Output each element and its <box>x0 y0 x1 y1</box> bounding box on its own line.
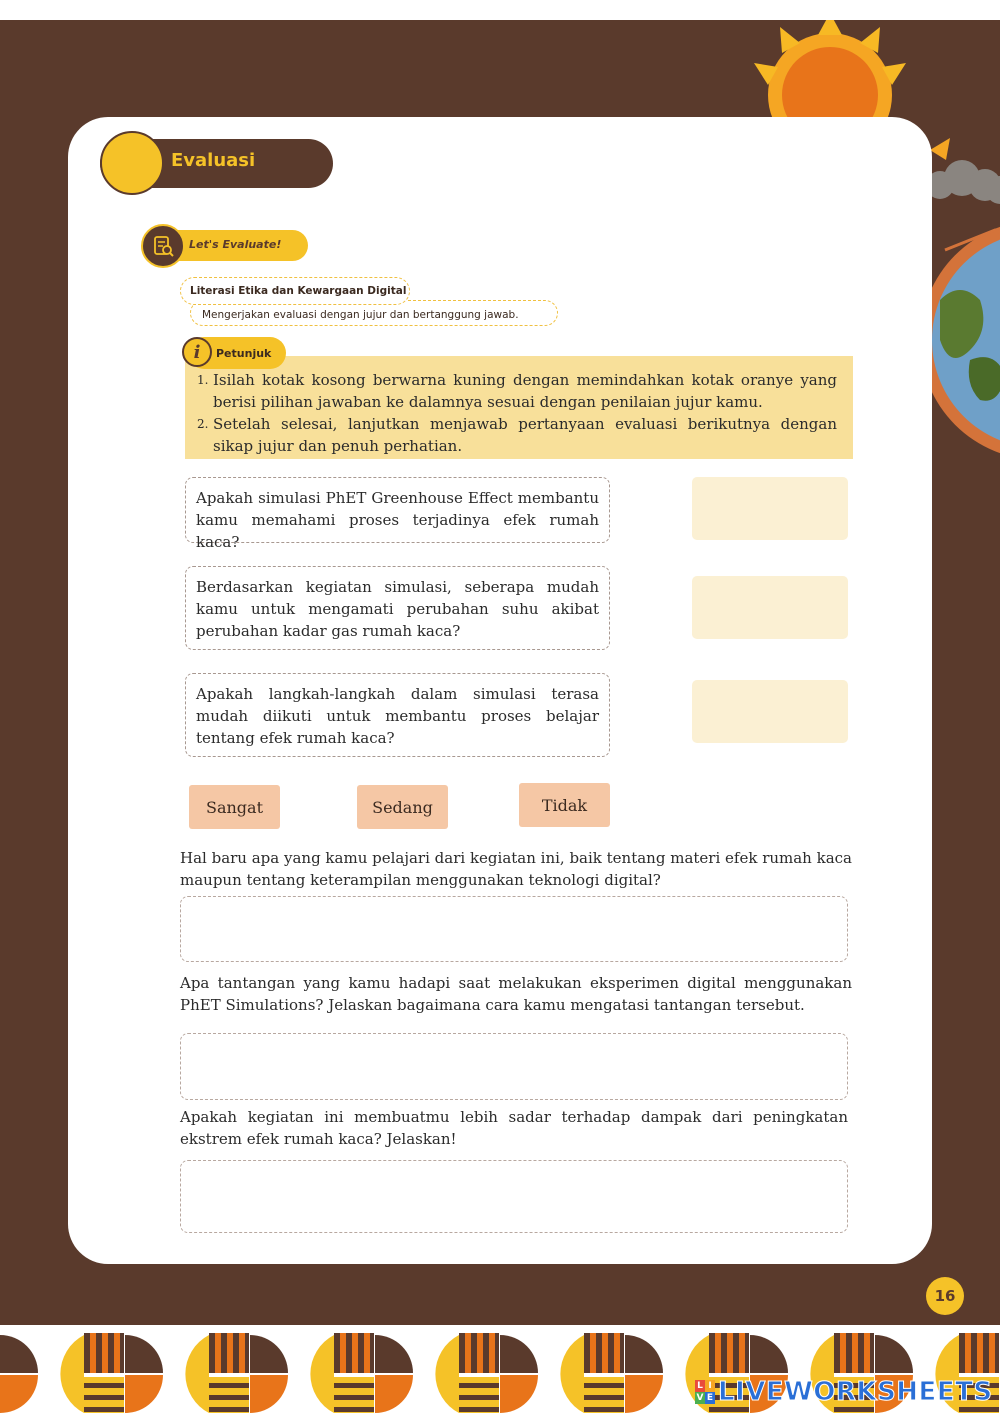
option-sangat[interactable]: Sangat <box>189 785 280 829</box>
answer-dropzone-3[interactable] <box>692 680 848 743</box>
mark-letter: L <box>695 1380 705 1392</box>
reflection-question-1: Hal baru apa yang kamu pelajari dari kegiatan ini, baik tentang materi efek rumah kaca maupun tentang keterampilan menggunakan teknologi digital? <box>180 849 852 889</box>
reflection-answer-2[interactable] <box>180 1033 848 1100</box>
evaluate-icon <box>141 224 185 268</box>
liveworksheets-logo[interactable] <box>695 1377 993 1407</box>
section-title: Evaluasi <box>171 150 256 171</box>
instruction-text: Isilah kotak kosong berwarna kuning dengan memindahkan kotak oranye yang berisi pilihan jawaban ke dalamnya sesuai dengan penilaian jujur kamu. <box>213 371 837 411</box>
instruction-number: 2. <box>197 417 209 431</box>
instructions-title: Petunjuk <box>216 347 272 360</box>
reflection-answer-3[interactable] <box>180 1160 848 1233</box>
answer-dropzone-2[interactable] <box>692 576 848 639</box>
mark-letter: I <box>705 1380 715 1392</box>
instruction-number: 1. <box>197 373 209 387</box>
liveworksheets-text: LIVEWORKSHEETS <box>718 1377 993 1407</box>
info-icon: i <box>182 337 212 367</box>
section-title-circle <box>100 131 164 195</box>
instruction-item <box>197 369 837 413</box>
literacy-title: Literasi Etika dan Kewargaan Digital <box>190 285 407 297</box>
option-tidak[interactable]: Tidak <box>519 783 610 827</box>
instructions-list <box>197 369 837 457</box>
lets-evaluate-label: Let's Evaluate! <box>189 238 282 251</box>
instruction-item <box>197 413 837 457</box>
literacy-subtitle: Mengerjakan evaluasi dengan jujur dan bertanggung jawab. <box>202 309 519 321</box>
question-2: Berdasarkan kegiatan simulasi, seberapa mudah kamu untuk mengamati perubahan suhu akibat perubahan kadar gas rumah kaca? <box>185 566 610 650</box>
reflection-question-2: Apa tantangan yang kamu hadapi saat melakukan eksperimen digital menggunakan PhET Simulations? Jelaskan bagaimana cara kamu mengatasi tantangan tersebut. <box>180 974 852 1014</box>
reflection-answer-1[interactable] <box>180 896 848 962</box>
liveworksheets-mark-icon <box>695 1380 715 1404</box>
reflection-question-3: Apakah kegiatan ini membuatmu lebih sadar terhadap dampak dari peningkatan ekstrem efek rumah kaca? Jelaskan! <box>180 1108 848 1148</box>
answer-dropzone-1[interactable] <box>692 477 848 540</box>
mark-letter: E <box>706 1393 714 1403</box>
instruction-text: Setelah selesai, lanjutkan menjawab pertanyaan evaluasi berikutnya dengan sikap jujur dan penuh perhatian. <box>213 415 837 455</box>
mark-letter: V <box>696 1393 704 1403</box>
question-3: Apakah langkah-langkah dalam simulasi terasa mudah diikuti untuk membantu proses belajar tentang efek rumah kaca? <box>185 673 610 757</box>
option-sedang[interactable]: Sedang <box>357 785 448 829</box>
question-1: Apakah simulasi PhET Greenhouse Effect membantu kamu memahami proses terjadinya efek rumah kaca? <box>185 477 610 543</box>
page-number: 16 <box>926 1277 964 1315</box>
